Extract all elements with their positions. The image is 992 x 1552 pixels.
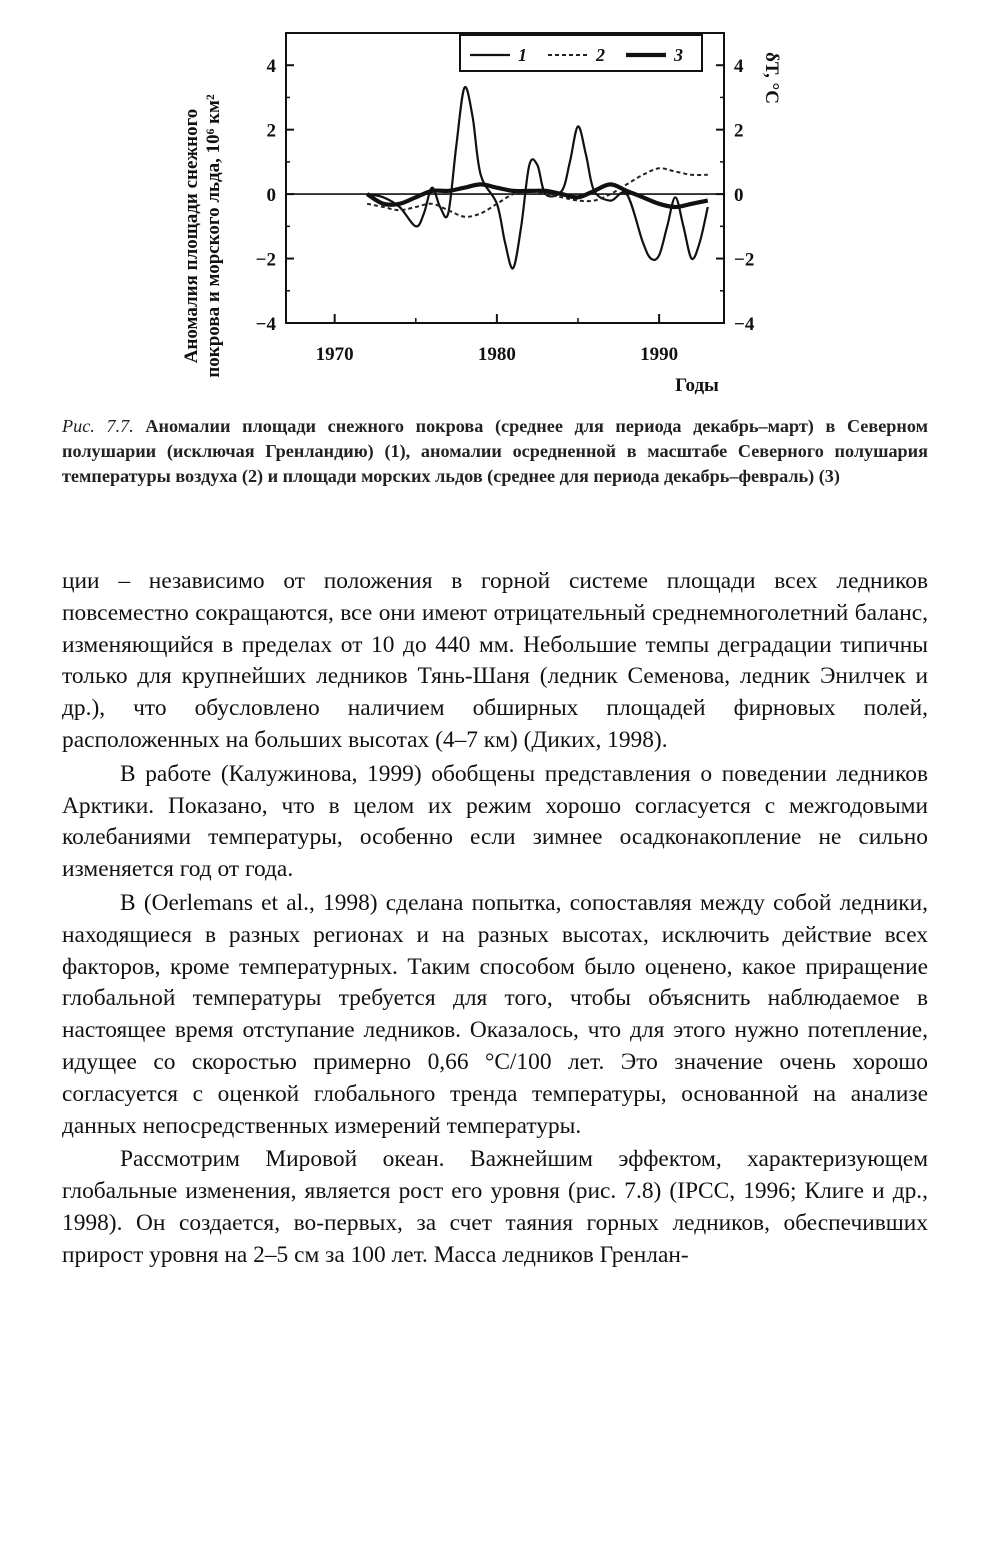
left-y-tick-label: −4 (255, 314, 276, 335)
right-y-tick-label: −2 (734, 249, 755, 271)
paragraph: Рассмотрим Мировой океан. Важнейшим эффектом, характеризующем глобальные изменения, является рост его уровня (рис. 7.8) (IPCC, 1996; Клиге и др., 1998). Он создается, во-первых, за счет таяния горных ледников, обеспечивших прирост уровня на 2–5 см за 100 лет. Масса ледников Гренлан- (62, 1146, 928, 1268)
right-y-tick-label: 4 (734, 56, 744, 78)
paragraph: В работе (Калужинова, 1999) обобщены представления о поведении ледников Арктики. Показано, что в целом их режим хорошо согласуется с межгодовыми колебаниями температуры, особенно если зимнее осадконакопление не сильно изменяется год от года. (62, 760, 928, 883)
x-axis-label: Годы (675, 375, 719, 396)
caption-text: Аномалии площади снежного покрова (среднее для периода декабрь–март) в Северном полушарии (исключая Гренландию) (1), аномалии осредненной в масштабе Северного полушария температуры воздуха (2) и площади морских льдов (среднее для периода декабрь–февраль) (3) (62, 416, 928, 486)
left-y-tick-label: 4 (266, 56, 276, 78)
right-y-tick-label: −4 (734, 314, 755, 335)
series-line-1 (367, 87, 708, 268)
paragraph: ции – независимо от положения в горной системе площади всех ледников повсеместно сокращаются, все они имеют отрицательный среднемноголетний баланс, изменяющийся в пределах от 10 до 440 мм. Небольшие темпы деградации типичны только для крупнейших ледников Тянь-Шаня (ледник Семенова, ледник Энилчек и др.), что обусловлено наличием обширных площадей фирновых полей, расположенных на больших высотах (4–7 км) (Диких, 1998). (62, 568, 928, 753)
legend-label-1: 1 (518, 45, 527, 65)
right-axis-label: δT, °C (761, 52, 782, 104)
left-axis-label-2: покрова и морского льда, 10⁶ км² (203, 94, 224, 378)
right-y-tick-label: 2 (734, 120, 744, 142)
caption-label: Рис. 7.7. (62, 416, 134, 436)
legend-label-3: 3 (674, 45, 683, 65)
x-tick-label: 1990 (640, 344, 679, 365)
left-y-tick-label: −2 (255, 249, 276, 271)
x-tick-label: 1970 (315, 344, 354, 365)
paragraph: В (Oerlemans et al., 1998) сделана попытка, сопоставляя между собой ледники, находящиеся в разных регионах и на разных высотах, исключить действие всех факторов, кроме температурных. Таким способом было оценено, какое приращение глобальной температуры требуется для того, чтобы объяснить наблюдаемое в настоящее время отступание ледников. Оказалось, что для этого нужно потепление, идущее со скоростью примерно 0,66 °C/100 лет. Это значение очень хорошо согласуется с оценкой глобального тренда температуры, основанной на анализе данных непосредственных измерений температуры. (62, 889, 928, 1139)
left-axis-label-1: Аномалия площади снежного (181, 108, 202, 364)
body-text (62, 566, 928, 1272)
chart (170, 18, 782, 410)
figure (170, 18, 782, 410)
right-y-tick-label: 0 (734, 185, 744, 207)
left-y-tick-label: 0 (266, 185, 276, 207)
figure-caption (62, 414, 928, 489)
series-line-3 (367, 184, 708, 207)
left-y-tick-label: 2 (266, 120, 276, 142)
plot-frame (286, 33, 724, 323)
x-tick-label: 1980 (477, 344, 516, 365)
legend-label-2: 2 (596, 45, 605, 65)
